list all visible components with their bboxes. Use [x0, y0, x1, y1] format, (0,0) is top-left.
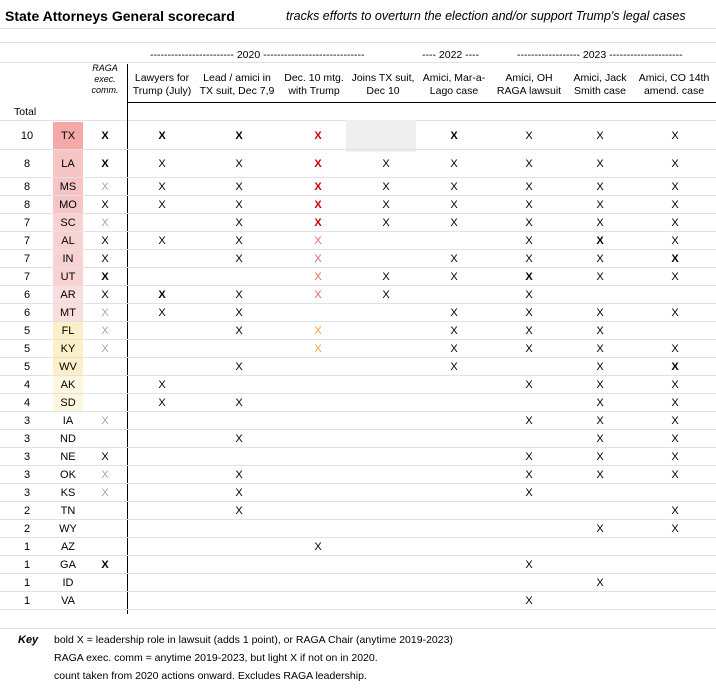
row-state: TN — [60, 505, 76, 517]
mark-maralago: X — [450, 361, 458, 373]
mark-smith: X — [596, 343, 604, 355]
row-state: MO — [59, 199, 77, 211]
mark-lead: X — [235, 158, 243, 170]
mark-co: X — [671, 361, 679, 373]
row-total: 5 — [23, 343, 31, 355]
mark-smith: X — [596, 577, 604, 589]
row-state: MT — [60, 307, 76, 319]
mark-raga: X — [101, 181, 109, 193]
mark-smith: X — [596, 235, 604, 247]
mark-co: X — [671, 379, 679, 391]
row-state: SD — [60, 397, 76, 409]
mark-dec10: X — [314, 130, 322, 142]
mark-oh: X — [525, 130, 533, 142]
mark-oh: X — [525, 487, 533, 499]
row-state: SC — [60, 217, 76, 229]
mark-raga: X — [101, 307, 109, 319]
row-state: KS — [60, 487, 76, 499]
mark-oh: X — [525, 199, 533, 211]
column-header-lawyers: Lawyers for Trump (July) — [132, 72, 192, 97]
mark-oh: X — [525, 181, 533, 193]
row-total: 8 — [23, 158, 31, 170]
table-row — [0, 520, 716, 538]
mark-oh: X — [525, 595, 533, 607]
mark-raga: X — [101, 271, 109, 283]
grid-line — [0, 628, 716, 629]
mark-lead: X — [235, 397, 243, 409]
column-header-co: Amici, CO 14th amend. case — [638, 72, 710, 97]
mark-oh: X — [525, 469, 533, 481]
mark-maralago: X — [450, 343, 458, 355]
row-total: 3 — [23, 415, 31, 427]
mark-co: X — [671, 307, 679, 319]
table-row — [0, 322, 716, 340]
row-state: IN — [62, 253, 74, 265]
row-state: UT — [60, 271, 76, 283]
mark-raga: X — [101, 451, 109, 463]
table-row — [0, 592, 716, 610]
mark-lead: X — [235, 199, 243, 211]
row-total: 7 — [23, 253, 31, 265]
mark-smith: X — [596, 361, 604, 373]
mark-maralago: X — [450, 253, 458, 265]
mark-raga: X — [101, 130, 109, 142]
table-row — [0, 286, 716, 304]
mark-co: X — [671, 181, 679, 193]
mark-dec10: X — [314, 343, 322, 355]
sheet-title: State Attorneys General scorecard — [5, 8, 235, 24]
mark-lead: X — [235, 130, 243, 142]
mark-lead: X — [235, 289, 243, 301]
mark-co: X — [671, 158, 679, 170]
row-total: 1 — [23, 595, 31, 607]
mark-dec10: X — [314, 253, 322, 265]
grid-line — [0, 42, 716, 43]
row-state: AL — [61, 235, 75, 247]
row-total: 7 — [23, 235, 31, 247]
mark-raga: X — [101, 487, 109, 499]
row-total: 3 — [23, 451, 31, 463]
table-row — [0, 376, 716, 394]
mark-lead: X — [235, 325, 243, 337]
mark-raga: X — [101, 325, 109, 337]
mark-dec10: X — [314, 181, 322, 193]
mark-dec10: X — [314, 235, 322, 247]
mark-lead: X — [235, 307, 243, 319]
mark-lawyers: X — [158, 307, 166, 319]
mark-smith: X — [596, 158, 604, 170]
mark-lawyers: X — [158, 379, 166, 391]
row-total: 6 — [23, 289, 31, 301]
column-header-oh: Amici, OH RAGA lawsuit — [496, 72, 562, 97]
mark-dec10: X — [314, 325, 322, 337]
row-total: 4 — [23, 397, 31, 409]
mark-oh: X — [525, 271, 533, 283]
mark-maralago: X — [450, 325, 458, 337]
mark-lead: X — [235, 487, 243, 499]
group-header-2022: ---- 2022 ---- — [422, 49, 480, 61]
row-total: 5 — [23, 325, 31, 337]
column-header-joins: Joins TX suit, Dec 10 — [351, 72, 415, 97]
row-state: LA — [61, 158, 75, 170]
key-line-1: bold X = leadership role in lawsuit (adds 1 point), or RAGA Chair (anytime 2019-2023) — [54, 634, 453, 646]
row-total: 3 — [23, 487, 31, 499]
total-column-label: Total — [14, 106, 37, 118]
mark-smith: X — [596, 253, 604, 265]
row-total: 6 — [23, 307, 31, 319]
mark-oh: X — [525, 235, 533, 247]
table-row — [0, 268, 716, 286]
mark-co: X — [671, 343, 679, 355]
table-row — [0, 214, 716, 232]
row-state: NE — [60, 451, 76, 463]
row-state: WY — [59, 523, 77, 535]
mark-raga: X — [101, 415, 109, 427]
mark-lead: X — [235, 253, 243, 265]
row-state: KY — [60, 343, 76, 355]
mark-co: X — [671, 217, 679, 229]
mark-raga: X — [101, 289, 109, 301]
row-state: GA — [60, 559, 76, 571]
mark-lead: X — [235, 433, 243, 445]
key-label: Key — [18, 634, 39, 646]
mark-maralago: X — [450, 307, 458, 319]
mark-dec10: X — [314, 541, 322, 553]
mark-co: X — [671, 199, 679, 211]
mark-co: X — [671, 397, 679, 409]
mark-lead: X — [235, 235, 243, 247]
mark-lawyers: X — [158, 199, 166, 211]
mark-oh: X — [525, 217, 533, 229]
row-state: ND — [60, 433, 76, 445]
table-row — [0, 150, 716, 178]
mark-co: X — [671, 271, 679, 283]
mark-smith: X — [596, 217, 604, 229]
row-state: AK — [60, 379, 76, 391]
mark-lawyers: X — [158, 158, 166, 170]
row-state: VA — [61, 595, 75, 607]
mark-oh: X — [525, 559, 533, 571]
mark-raga: X — [101, 217, 109, 229]
row-total: 7 — [23, 271, 31, 283]
mark-maralago: X — [450, 199, 458, 211]
table-row — [0, 250, 716, 268]
mark-lawyers: X — [158, 181, 166, 193]
mark-maralago: X — [450, 130, 458, 142]
mark-maralago: X — [450, 181, 458, 193]
table-row — [0, 358, 716, 376]
key-line-3: count taken from 2020 actions onward. Excludes RAGA leadership. — [54, 670, 367, 682]
mark-oh: X — [525, 379, 533, 391]
mark-joins: X — [382, 158, 390, 170]
mark-co: X — [671, 130, 679, 142]
column-header-maralago: Amici, Mar-a-Lago case — [422, 72, 486, 97]
mark-dec10: X — [314, 158, 322, 170]
mark-smith: X — [596, 433, 604, 445]
row-total: 2 — [23, 523, 31, 535]
row-state: IA — [62, 415, 74, 427]
row-state: TX — [60, 130, 76, 142]
mark-smith: X — [596, 397, 604, 409]
table-row — [0, 430, 716, 448]
column-header-lead: Lead / amici in TX suit, Dec 7,9 — [199, 72, 275, 97]
row-state: ID — [62, 577, 74, 589]
mark-dec10: X — [314, 271, 322, 283]
mark-co: X — [671, 523, 679, 535]
row-total: 1 — [23, 559, 31, 571]
mark-dec10: X — [314, 199, 322, 211]
row-total: 8 — [23, 199, 31, 211]
row-total: 2 — [23, 505, 31, 517]
mark-lawyers: X — [158, 235, 166, 247]
group-header-2023: ------------------ 2023 --------------------- — [517, 49, 683, 61]
mark-lawyers: X — [158, 289, 166, 301]
mark-oh: X — [525, 289, 533, 301]
mark-smith: X — [596, 469, 604, 481]
mark-lead: X — [235, 469, 243, 481]
table-row — [0, 394, 716, 412]
mark-lead: X — [235, 361, 243, 373]
grid-line — [0, 28, 716, 29]
row-total: 1 — [23, 577, 31, 589]
row-total: 3 — [23, 433, 31, 445]
mark-smith: X — [596, 181, 604, 193]
mark-oh: X — [525, 307, 533, 319]
mark-lead: X — [235, 505, 243, 517]
mark-smith: X — [596, 325, 604, 337]
table-row — [0, 412, 716, 430]
mark-smith: X — [596, 415, 604, 427]
mark-joins: X — [382, 289, 390, 301]
mark-lawyers: X — [158, 397, 166, 409]
mark-co: X — [671, 235, 679, 247]
group-header-2020: ------------------------ 2020 ----------------------------- — [150, 49, 365, 61]
row-state: OK — [60, 469, 76, 481]
table-row — [0, 122, 716, 150]
table-row — [0, 196, 716, 214]
mark-joins: X — [382, 181, 390, 193]
key-line-2: RAGA exec. comm = anytime 2019-2023, but light X if not on in 2020. — [54, 652, 378, 664]
row-total: 10 — [20, 130, 34, 142]
mark-raga: X — [101, 253, 109, 265]
column-header-raga: RAGA exec. comm. — [91, 63, 119, 95]
row-state: AR — [60, 289, 76, 301]
mark-dec10: X — [314, 289, 322, 301]
table-row — [0, 574, 716, 592]
table-row — [0, 304, 716, 322]
grid-line — [0, 609, 716, 610]
row-total: 7 — [23, 217, 31, 229]
table-row — [0, 178, 716, 196]
row-total: 1 — [23, 541, 31, 553]
row-total: 3 — [23, 469, 31, 481]
mark-co: X — [671, 505, 679, 517]
table-row — [0, 448, 716, 466]
mark-raga: X — [101, 158, 109, 170]
mark-lawyers: X — [158, 130, 166, 142]
sheet-subtitle: tracks efforts to overturn the election and/or support Trump's legal cases — [286, 9, 686, 23]
column-header-dec10: Dec. 10 mtg. with Trump — [284, 72, 344, 97]
mark-maralago: X — [450, 271, 458, 283]
mark-raga: X — [101, 235, 109, 247]
row-total: 5 — [23, 361, 31, 373]
mark-raga: X — [101, 199, 109, 211]
mark-maralago: X — [450, 217, 458, 229]
table-row — [0, 502, 716, 520]
mark-joins: X — [382, 199, 390, 211]
row-total: 4 — [23, 379, 31, 391]
mark-oh: X — [525, 253, 533, 265]
mark-raga: X — [101, 343, 109, 355]
table-row — [0, 340, 716, 358]
mark-raga: X — [101, 559, 109, 571]
table-row — [0, 232, 716, 250]
mark-dec10: X — [314, 217, 322, 229]
table-row — [0, 466, 716, 484]
mark-smith: X — [596, 199, 604, 211]
column-header-smith: Amici, Jack Smith case — [573, 72, 627, 97]
table-row — [0, 484, 716, 502]
mark-maralago: X — [450, 158, 458, 170]
row-state: MS — [59, 181, 77, 193]
mark-raga: X — [101, 469, 109, 481]
mark-lead: X — [235, 181, 243, 193]
mark-smith: X — [596, 130, 604, 142]
row-state: FL — [61, 325, 75, 337]
table-row — [0, 538, 716, 556]
mark-oh: X — [525, 415, 533, 427]
mark-oh: X — [525, 343, 533, 355]
mark-co: X — [671, 469, 679, 481]
mark-smith: X — [596, 307, 604, 319]
mark-oh: X — [525, 158, 533, 170]
mark-oh: X — [525, 451, 533, 463]
mark-joins: X — [382, 271, 390, 283]
mark-co: X — [671, 433, 679, 445]
mark-smith: X — [596, 451, 604, 463]
mark-joins: X — [382, 217, 390, 229]
table-row — [0, 556, 716, 574]
mark-oh: X — [525, 325, 533, 337]
mark-lead: X — [235, 217, 243, 229]
row-state: AZ — [60, 541, 76, 553]
mark-smith: X — [596, 271, 604, 283]
header-divider — [127, 102, 716, 103]
mark-co: X — [671, 451, 679, 463]
mark-smith: X — [596, 523, 604, 535]
mark-smith: X — [596, 379, 604, 391]
row-state: WV — [59, 361, 77, 373]
row-total: 8 — [23, 181, 31, 193]
mark-co: X — [671, 253, 679, 265]
mark-co: X — [671, 415, 679, 427]
